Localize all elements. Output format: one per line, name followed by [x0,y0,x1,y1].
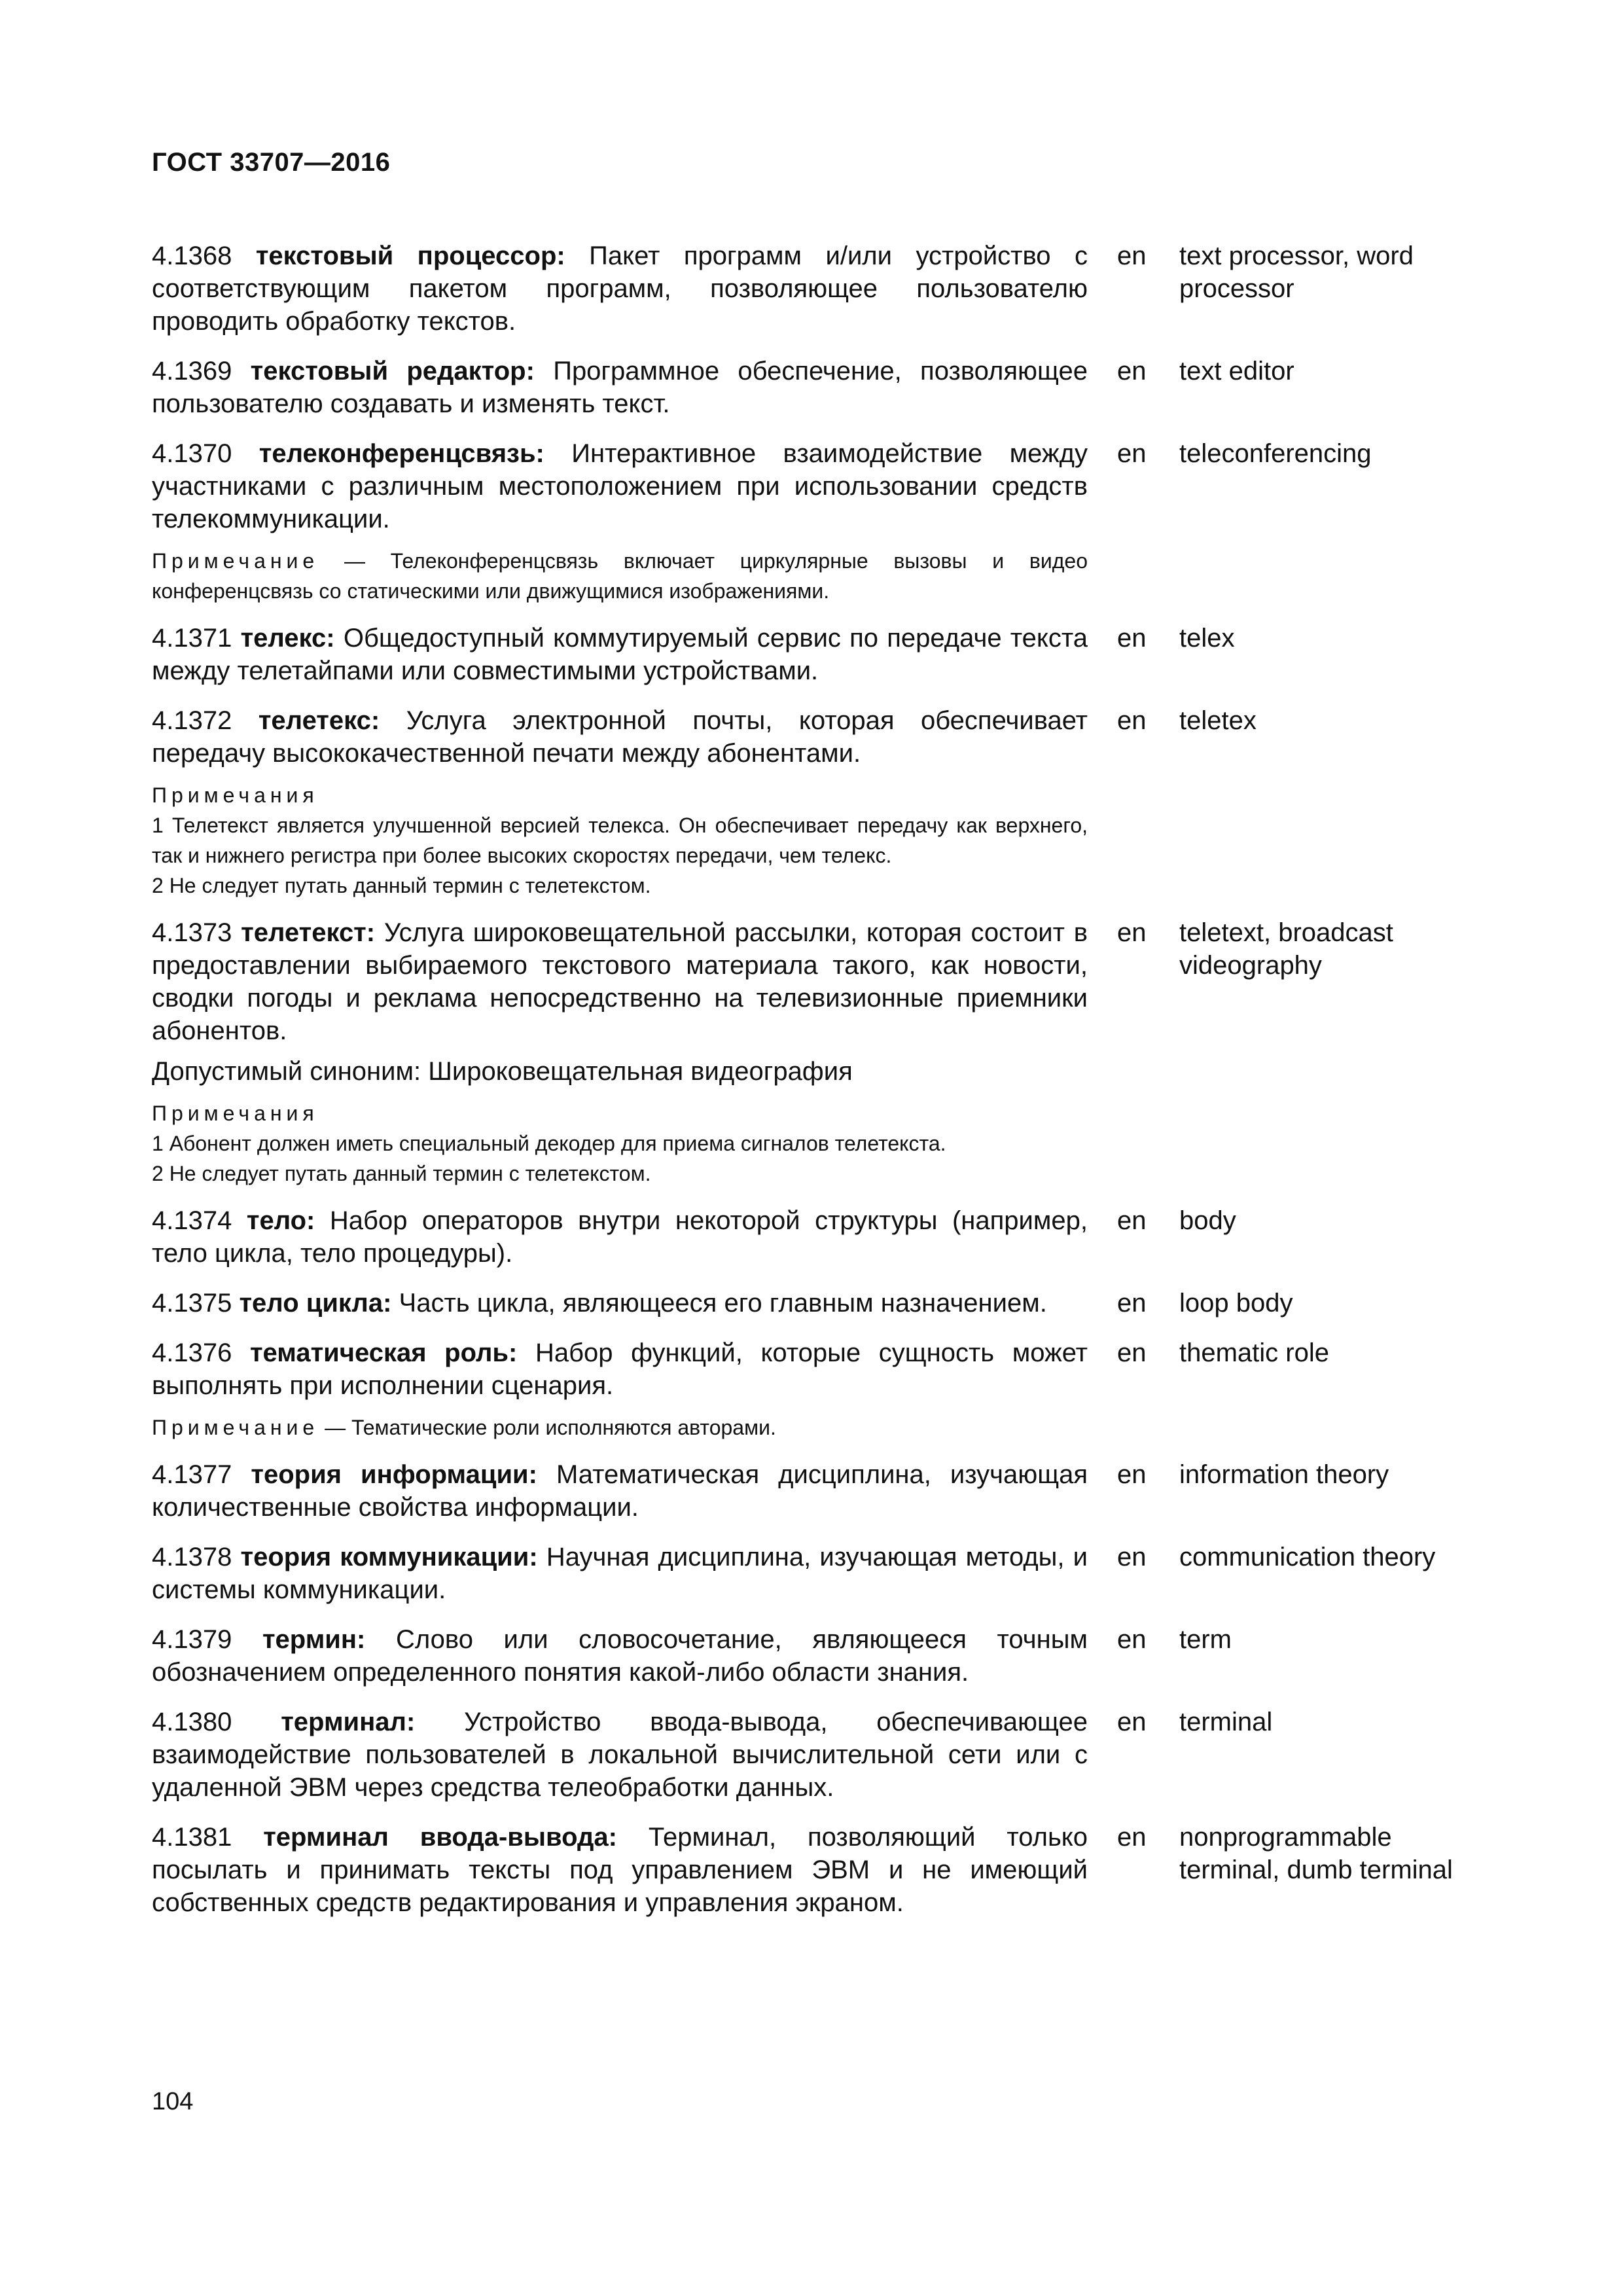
term-definition-text: Терминал, позволяющий только посылать и принимать тексты под управлением ЭВМ и не имеющий собственных средств редактирования и управления экраном. [152,1823,1088,1917]
term-definition [152,1623,1088,1689]
notes-heading: Примечания [152,1102,319,1125]
term-definition [152,1287,1088,1319]
term-name: термин: [262,1625,366,1654]
term-language: en [1117,624,1147,653]
term-definition [152,1204,1088,1270]
term-english-equivalent: teleconferencing [1179,439,1372,468]
term-entry [152,1458,1487,1524]
term-name: телеконференцсвязь: [259,439,544,468]
term-definition-text: Общедоступный коммутируемый сервис по передаче текста между телетайпами или совместимыми устройствами. [152,624,1088,685]
term-definition [152,240,1088,338]
term-definition [152,704,1088,770]
term-number: 4.1376 [152,1338,232,1367]
term-number: 4.1381 [152,1823,232,1852]
term-entry [152,1623,1487,1689]
term-definition [152,1706,1088,1804]
term-definition-text: Часть цикла, являющееся его главным назначением. [399,1289,1047,1318]
term-english-equivalent: text editor [1179,357,1294,386]
term-notes [152,780,1088,901]
term-definition-text: Пакет программ и/или устройство с соответствующим пакетом программ, позволяющее пользователю проводить обработку текстов. [152,242,1088,336]
term-name: телетекст: [241,918,376,947]
term-definition-text: Научная дисциплина, изучающая методы, и системы коммуникации. [152,1543,1088,1604]
term-english-equivalent: loop body [1179,1289,1293,1318]
term-note [152,1412,1088,1443]
term-notes [152,1098,1088,1189]
term-definition-text: Математическая дисциплина, изучающая количественные свойства информации. [152,1460,1088,1522]
term-definition [152,622,1088,687]
term-entry [152,437,1487,535]
term-language: en [1117,1823,1147,1852]
term-definition [152,437,1088,535]
term-definition [152,1821,1088,1919]
term-definition-text: Набор функций, которые сущность может выполнять при исполнении сценария. [152,1338,1088,1400]
note-item: 1 Абонент должен иметь специальный декодер для приема сигналов телетекста. [152,1132,946,1155]
term-language: en [1117,357,1147,386]
term-english-equivalent: teletex [1179,706,1257,735]
term-english-equivalent: communication theory [1179,1543,1436,1571]
term-definition-text: Набор операторов внутри некоторой структуры (например, тело цикла, тело процедуры). [152,1206,1088,1268]
term-number: 4.1377 [152,1460,232,1489]
term-language: en [1117,1338,1147,1367]
term-definition-text: Устройство ввода-вывода, обеспечивающее взаимодействие пользователей в локальной вычислительной сети или с удаленной ЭВМ через средства телеобработки данных. [152,1708,1088,1802]
term-english-equivalent: teletext, broadcast videography [1179,918,1393,980]
term-language: en [1117,1460,1147,1489]
term-english-equivalent: nonprogrammable terminal, dumb terminal [1179,1823,1453,1884]
term-entry [152,1821,1487,1919]
term-english-equivalent: body [1179,1206,1236,1235]
term-number: 4.1380 [152,1708,232,1736]
page-number: 104 [152,2088,194,2115]
note-label: Примечание [152,1416,319,1439]
term-definition [152,916,1088,1047]
term-name: телетекс: [258,706,380,735]
term-english-equivalent: thematic role [1179,1338,1329,1367]
term-english-equivalent: text processor, word processor [1179,242,1414,303]
note-item: 2 Не следует путать данный термин с телетекстом. [152,1162,651,1185]
term-number: 4.1379 [152,1625,232,1654]
note-item: 2 Не следует путать данный термин с телетекстом. [152,874,651,897]
note-label: Примечание [152,549,319,573]
term-name: теория коммуникации: [240,1543,538,1571]
document-header: ГОСТ 33707—2016 [152,148,391,177]
term-synonym: Допустимый синоним: Широковещательная видеография [152,1057,853,1086]
term-entry [152,622,1487,687]
term-english-equivalent: term [1179,1625,1232,1654]
term-entry [152,1287,1487,1319]
term-name: тематическая роль: [249,1338,518,1367]
term-name: терминал: [281,1708,416,1736]
term-number: 4.1373 [152,918,232,947]
term-name: тело: [246,1206,315,1235]
term-english-equivalent: information theory [1179,1460,1389,1489]
term-language: en [1117,1289,1147,1318]
notes-heading: Примечания [152,783,319,807]
term-number: 4.1378 [152,1543,232,1571]
term-language: en [1117,1625,1147,1654]
term-english-equivalent: terminal [1179,1708,1273,1736]
term-number: 4.1369 [152,357,232,386]
term-definition-text: Услуга широковещательной рассылки, которая состоит в предоставлении выбираемого текстового материала такого, как новости, сводки погоды и реклама непосредственно на телевизионные приемники абонентов. [152,918,1088,1045]
term-definition-text: Слово или словосочетание, являющееся точным обозначением определенного понятия какой-либо области знания. [152,1625,1088,1687]
terms-list [152,240,1487,1936]
term-name: текстовый процессор: [255,242,565,270]
term-definition [152,1541,1088,1606]
term-language: en [1117,918,1147,947]
term-language: en [1117,706,1147,735]
term-number: 4.1368 [152,242,232,270]
term-number: 4.1372 [152,706,232,735]
term-note [152,546,1088,606]
term-entry [152,1706,1487,1804]
note-text: — Телеконференцсвязь включает циркулярные вызовы и видео конференцсвязь со статическими или движущимися изображениями. [152,549,1088,603]
term-definition-text: Интерактивное взаимодействие между участниками с различным местоположением при использовании средств телекоммуникации. [152,439,1088,533]
term-entry [152,1336,1487,1402]
term-language: en [1117,242,1147,270]
term-entry [152,916,1487,1047]
term-language: en [1117,439,1147,468]
term-english-equivalent: telex [1179,624,1235,653]
term-name: текстовый редактор: [250,357,535,386]
term-number: 4.1375 [152,1289,232,1318]
term-entry [152,1541,1487,1606]
term-entry [152,355,1487,420]
note-text: — Тематические роли исполняются авторами. [319,1416,776,1439]
term-language: en [1117,1206,1147,1235]
term-number: 4.1371 [152,624,232,653]
term-language: en [1117,1708,1147,1736]
term-number: 4.1374 [152,1206,232,1235]
term-entry [152,240,1487,338]
term-language: en [1117,1543,1147,1571]
term-name: тело цикла: [239,1289,392,1318]
term-definition [152,1458,1088,1524]
term-name: телекс: [240,624,335,653]
term-definition-text: Услуга электронной почты, которая обеспечивает передачу высококачественной печати между абонентами. [152,706,1088,768]
term-definition [152,1336,1088,1402]
term-number: 4.1370 [152,439,232,468]
note-item: 1 Телетекст является улучшенной версией телекса. Он обеспечивает передачу как верхнего, так и нижнего регистра при более высоких скоростях передачи, чем телекс. [152,814,1088,867]
term-name: теория информации: [251,1460,537,1489]
term-entry [152,1204,1487,1270]
term-definition [152,355,1088,420]
term-definition-text: Программное обеспечение, позволяющее пользователю создавать и изменять текст. [152,357,1088,418]
term-name: терминал ввода-вывода: [263,1823,617,1852]
term-entry [152,704,1487,770]
